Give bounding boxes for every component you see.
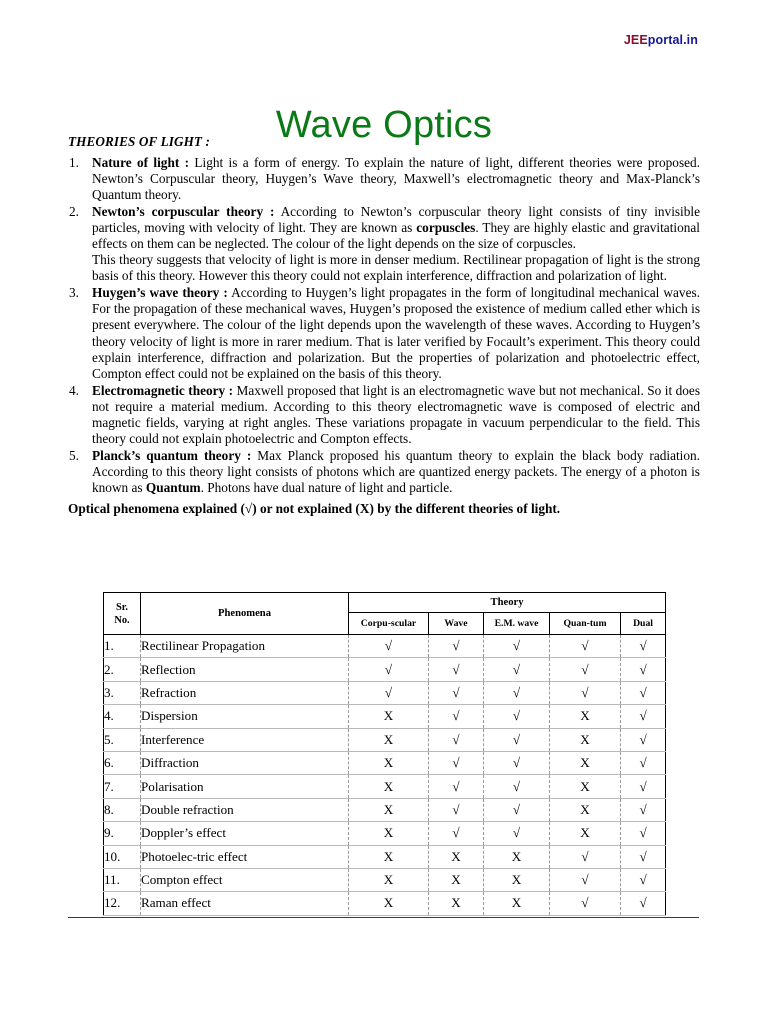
optical-phenomena-table-wrap [103, 592, 665, 916]
col-header-sr-no [104, 593, 141, 635]
cell-mark-em-wave: √ [484, 798, 550, 821]
cell-mark-dual: √ [621, 868, 666, 891]
list-item [68, 204, 700, 284]
cell-sr: 8. [104, 798, 141, 821]
cell-mark-wave: √ [429, 751, 484, 774]
table-header-row-1 [104, 593, 666, 613]
cell-mark-corpuscular: X [349, 845, 429, 868]
inline-bold-term: Quantum [145, 480, 201, 496]
section-heading: THEORIES OF LIGHT : [68, 134, 210, 149]
cell-mark-corpuscular: √ [349, 635, 429, 658]
table-head [104, 593, 666, 635]
cell-phenomenon: Rectilinear Propagation [141, 635, 349, 658]
cell-mark-em-wave: √ [484, 635, 550, 658]
cell-mark-quantum: √ [550, 868, 621, 891]
cell-mark-wave: √ [429, 728, 484, 751]
cell-mark-corpuscular: X [349, 751, 429, 774]
cell-mark-corpuscular: X [349, 798, 429, 821]
cell-mark-dual: √ [621, 892, 666, 915]
brand-part-jee: JEE [623, 33, 648, 47]
cell-mark-em-wave: √ [484, 658, 550, 681]
cell-sr: 5. [104, 728, 141, 751]
cell-sr: 1. [104, 635, 141, 658]
col-header-em-wave: E.M. wave [484, 613, 550, 635]
cell-sr: 10. [104, 845, 141, 868]
cell-mark-wave: X [429, 868, 484, 891]
cell-mark-em-wave: X [484, 845, 550, 868]
list-item-number: 2. [69, 203, 79, 219]
cell-mark-em-wave: √ [484, 705, 550, 728]
cell-sr: 4. [104, 705, 141, 728]
cell-mark-wave: X [429, 892, 484, 915]
cell-mark-dual: √ [621, 728, 666, 751]
term-label: Electromagnetic theory : [92, 382, 234, 398]
table-row [104, 728, 666, 751]
table-caption: Optical phenomena explained (√) or not explained (X) by the different theories of light. [68, 501, 561, 517]
cell-mark-quantum: √ [550, 681, 621, 704]
cell-mark-dual: √ [621, 775, 666, 798]
term-label: Nature of light : [92, 154, 190, 170]
cell-mark-quantum: X [550, 775, 621, 798]
cell-sr: 7. [104, 775, 141, 798]
cell-mark-quantum: √ [550, 845, 621, 868]
document-body [68, 134, 700, 521]
list-item-number: 4. [69, 382, 79, 398]
cell-mark-wave: √ [429, 658, 484, 681]
list-item-number: 5. [69, 448, 79, 464]
cell-mark-dual: √ [621, 681, 666, 704]
cell-sr: 6. [104, 751, 141, 774]
term-body-tail: . Photons have dual nature of light and particle. [200, 480, 453, 496]
term-body: Light is a form of energy. To explain the nature of light, different theories were proposed. Newton’s Corpuscular theory, Huygen’s Wave theory, Maxwell’s electromagnetic theory and Max-Planck’s Quantum theory. [92, 154, 700, 202]
cell-sr: 11. [104, 868, 141, 891]
cell-mark-quantum: √ [550, 635, 621, 658]
cell-mark-corpuscular: √ [349, 658, 429, 681]
cell-mark-dual: √ [621, 635, 666, 658]
cell-phenomenon: Double refraction [141, 798, 349, 821]
col-header-quantum: Quan-tum [550, 613, 621, 635]
cell-mark-quantum: √ [550, 658, 621, 681]
cell-mark-dual: √ [621, 705, 666, 728]
cell-phenomenon: Doppler’s effect [141, 822, 349, 845]
table-body [104, 635, 666, 916]
cell-mark-dual: √ [621, 822, 666, 845]
list-item [68, 448, 700, 496]
cell-mark-quantum: X [550, 798, 621, 821]
cell-sr: 3. [104, 681, 141, 704]
cell-phenomenon: Refraction [141, 681, 349, 704]
cell-phenomenon: Compton effect [141, 868, 349, 891]
table-row [104, 681, 666, 704]
list-item-text [92, 448, 700, 496]
term-label: Planck’s quantum theory : [92, 448, 252, 464]
list-item-text [92, 155, 700, 203]
cell-mark-dual: √ [621, 751, 666, 774]
cell-mark-wave: √ [429, 822, 484, 845]
cell-mark-quantum: X [550, 822, 621, 845]
table-row [104, 892, 666, 915]
table-row [104, 845, 666, 868]
table-row [104, 705, 666, 728]
term-body: According to Newton’s corpuscular theory light consists of tiny invisible particles, moving with velocity of light. They are known as [92, 203, 700, 235]
list-item [68, 155, 700, 203]
cell-mark-wave: √ [429, 705, 484, 728]
list-item-text [92, 285, 700, 382]
col-header-phenomena: Phenomena [141, 593, 349, 635]
term-body: Maxwell proposed that light is an electromagnetic wave but not mechanical. So it does not require a material medium. According to this theory electromagnetic wave is composed of electric and magnetic fields, varying at right angles. These variations propagate in vacuum perpendicular to the field. This theory could not explain photoelectric and Compton effects. [92, 382, 700, 447]
cell-sr: 9. [104, 822, 141, 845]
cell-phenomenon: Raman effect [141, 892, 349, 915]
col-header-dual: Dual [621, 613, 666, 635]
theories-list [68, 155, 700, 497]
table-row [104, 635, 666, 658]
cell-mark-em-wave: √ [484, 728, 550, 751]
cell-phenomenon: Interference [141, 728, 349, 751]
table-row [104, 868, 666, 891]
term-body: According to Huygen’s light propagates in the form of longitudinal mechanical waves. For the propagation of these mechanical waves, Huygen’s proposed the existence of medium called ether which is present everywhere. The colour of the light depends upon the wavelength of these waves. According to Huygen’s theory velocity of light is more in rarer medium. That is later verified by Focault’s experiment. This theory could explain interference, diffraction and polarization. But the properties of polarization and photoelectric effect, Compton effect could not be explained on the basis of this theory. [92, 285, 700, 381]
cell-mark-quantum: √ [550, 892, 621, 915]
list-item-text [92, 383, 700, 447]
col-header-wave: Wave [429, 613, 484, 635]
cell-mark-corpuscular: X [349, 868, 429, 891]
brand-part-portal: portal.in [647, 33, 698, 47]
optical-phenomena-table [103, 592, 666, 916]
sr-no-line2: No. [114, 614, 130, 626]
table-row [104, 798, 666, 821]
cell-mark-corpuscular: X [349, 775, 429, 798]
cell-mark-corpuscular: √ [349, 681, 429, 704]
page-title: Wave Optics [275, 104, 493, 147]
cell-mark-em-wave: √ [484, 822, 550, 845]
site-brand [624, 33, 698, 47]
table-row [104, 775, 666, 798]
cell-mark-wave: √ [429, 798, 484, 821]
cell-phenomenon: Diffraction [141, 751, 349, 774]
term-body-tail: . They are highly elastic and gravitational effects on them can be neglected. The colour of the light depends on the size of corpuscles. [92, 219, 700, 251]
cell-mark-wave: √ [429, 635, 484, 658]
cell-phenomenon: Reflection [141, 658, 349, 681]
list-item-number: 1. [69, 154, 79, 170]
list-item-text [92, 204, 700, 252]
term-label: Newton’s corpuscular theory : [92, 203, 275, 219]
cell-mark-em-wave: X [484, 892, 550, 915]
cell-mark-em-wave: √ [484, 775, 550, 798]
cell-mark-corpuscular: X [349, 705, 429, 728]
sr-no-line1: Sr. [115, 601, 129, 613]
cell-mark-corpuscular: X [349, 892, 429, 915]
term-label: Huygen’s wave theory : [92, 285, 228, 301]
cell-phenomenon: Dispersion [141, 705, 349, 728]
cell-mark-em-wave: √ [484, 751, 550, 774]
cell-mark-corpuscular: X [349, 822, 429, 845]
table-row [104, 751, 666, 774]
cell-sr: 2. [104, 658, 141, 681]
term-body: Max Planck proposed his quantum theory to explain the black body radiation. According to this theory light consists of photons which are quantized energy packets. The energy of a photon is known as [92, 448, 700, 496]
inline-bold-term: corpuscles [416, 219, 476, 235]
cell-mark-wave: X [429, 845, 484, 868]
cell-sr: 12. [104, 892, 141, 915]
cell-mark-dual: √ [621, 845, 666, 868]
cell-mark-em-wave: √ [484, 681, 550, 704]
list-item-number: 3. [69, 285, 79, 301]
cell-mark-wave: √ [429, 681, 484, 704]
cell-mark-dual: √ [621, 658, 666, 681]
list-item-text-2: This theory suggests that velocity of light is more in denser medium. Rectilinear propagation of light is the strong basis of this theory. However this theory could not explain interference, diffraction and polarization of light. [92, 252, 700, 284]
cell-mark-dual: √ [621, 798, 666, 821]
footer-divider [68, 917, 699, 918]
list-item [68, 383, 700, 447]
table-row [104, 658, 666, 681]
cell-phenomenon: Photoelec-tric effect [141, 845, 349, 868]
cell-mark-quantum: X [550, 728, 621, 751]
cell-mark-quantum: X [550, 705, 621, 728]
cell-phenomenon: Polarisation [141, 775, 349, 798]
cell-mark-em-wave: X [484, 868, 550, 891]
table-row [104, 822, 666, 845]
cell-mark-wave: √ [429, 775, 484, 798]
col-header-theory: Theory [349, 593, 666, 613]
list-item [68, 285, 700, 382]
cell-mark-corpuscular: X [349, 728, 429, 751]
cell-mark-quantum: X [550, 751, 621, 774]
col-header-corpuscular: Corpu-scular [349, 613, 429, 635]
